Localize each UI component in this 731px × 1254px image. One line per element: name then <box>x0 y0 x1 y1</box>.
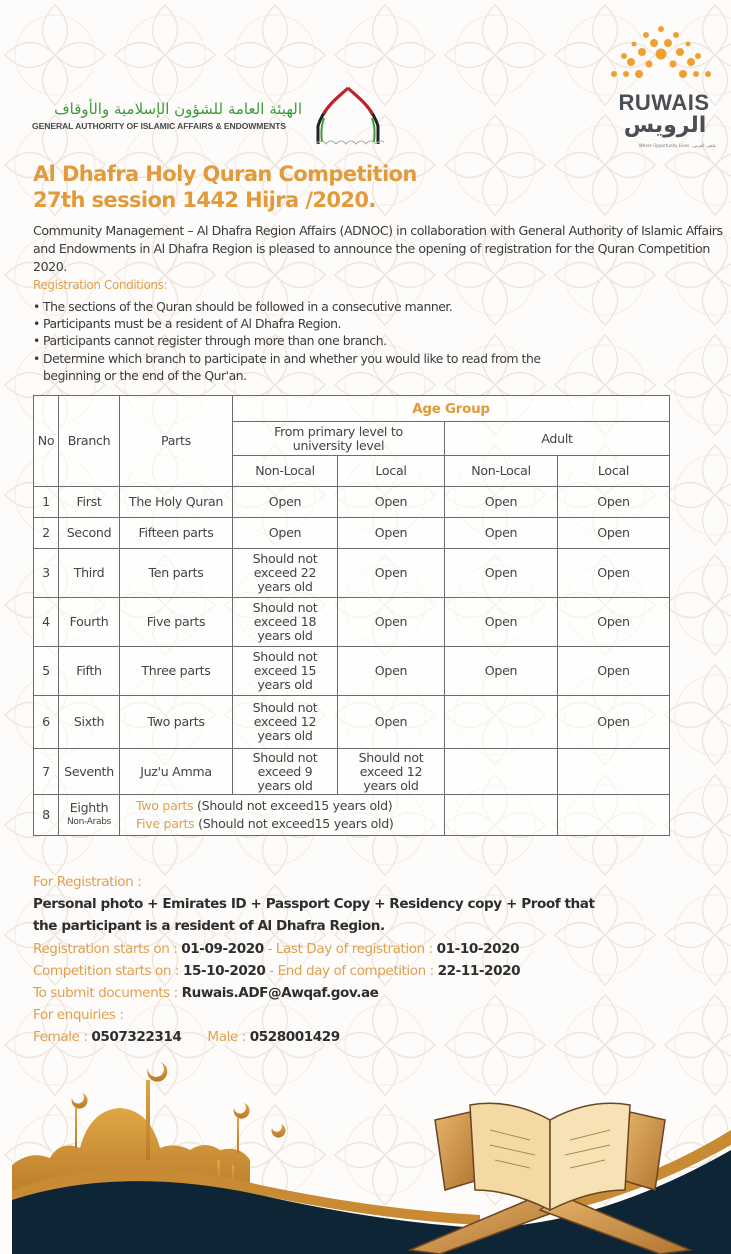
condition-item: • Determine which branch to participate in and whether you would like to read from the beginning or the end of the Qur'an. <box>33 350 563 384</box>
registration-info <box>33 871 595 1049</box>
cell-school-non-local: Should not exceed 22 years old <box>233 549 338 598</box>
cell-school-local: Open <box>338 518 445 549</box>
option-note: (Should not exceed15 years old) <box>193 798 393 813</box>
cell-no: 1 <box>34 487 59 518</box>
table-row <box>34 696 670 749</box>
cell-no: 8 <box>34 795 59 836</box>
cell-adult-non-local <box>445 749 558 795</box>
cell-branch: Sixth <box>59 696 120 749</box>
cell-branch: Second <box>59 518 120 549</box>
cell-adult-local: Open <box>558 647 670 696</box>
table-row <box>34 549 670 598</box>
condition-item: • Participants must be a resident of Al Dhafra Region. <box>33 315 633 332</box>
table-row <box>34 518 670 549</box>
comp-end-label: - End day of competition : <box>265 962 438 979</box>
title-line-1: Al Dhafra Holy Quran Competition <box>33 162 417 186</box>
header-adult-local: Local <box>558 456 670 487</box>
header-no: No <box>34 396 59 487</box>
reg-start-label: Registration starts on : <box>33 940 182 957</box>
table-row <box>34 749 670 795</box>
submit-email-link[interactable]: Ruwais.ADF@Awqaf.gov.ae <box>181 985 379 1002</box>
cell-adult-non-local <box>445 795 558 836</box>
branch-name: Eighth <box>69 800 109 815</box>
header-adult-non-local: Non-Local <box>445 456 558 487</box>
reg-end-label: - Last Day of registration : <box>263 940 437 957</box>
header-age-group: Age Group <box>233 396 670 422</box>
cell-parts-options <box>120 795 445 836</box>
condition-item: • Participants cannot register through more than one branch. <box>33 332 633 349</box>
cell-school-local: Should not exceed 12 years old <box>338 749 445 795</box>
female-phone[interactable]: 0507322314 <box>91 1029 182 1046</box>
male-label: Male : <box>207 1029 250 1046</box>
header-school-local: Local <box>338 456 445 487</box>
conditions-list <box>33 298 633 384</box>
comp-start-date: 15-10-2020 <box>182 962 266 979</box>
cell-adult-local <box>558 795 670 836</box>
mosque-quran-illustration <box>0 1050 731 1254</box>
cell-no: 6 <box>34 696 59 749</box>
registration-heading: For Registration : <box>33 874 142 890</box>
cell-branch: Third <box>59 549 120 598</box>
table-header-row <box>34 396 670 422</box>
cell-school-non-local: Open <box>233 487 338 518</box>
table-row <box>34 795 670 836</box>
requirements-line: Personal photo + Emirates ID + Passport Copy + Residency copy + Proof that <box>33 896 595 913</box>
ruwais-name-arabic: الرويس <box>623 113 707 138</box>
header-adult: Adult <box>445 422 670 456</box>
cell-adult-local <box>558 749 670 795</box>
cell-branch: Fifth <box>59 647 120 696</box>
cell-adult-local: Open <box>558 549 670 598</box>
option-note: (Should not exceed15 years old) <box>194 816 394 831</box>
enquiries-heading: For enquiries : <box>33 1007 124 1024</box>
cell-no: 7 <box>34 749 59 795</box>
cell-parts: Three parts <box>120 647 233 696</box>
table-row <box>34 647 670 696</box>
option-label: Five parts <box>136 816 195 831</box>
cell-adult-non-local <box>445 696 558 749</box>
cell-adult-local: Open <box>558 487 670 518</box>
cell-no: 2 <box>34 518 59 549</box>
cell-school-non-local: Open <box>233 518 338 549</box>
cell-school-local: Open <box>338 549 445 598</box>
cell-adult-local: Open <box>558 696 670 749</box>
cell-school-local: Open <box>338 696 445 749</box>
cell-parts: Two parts <box>120 696 233 749</box>
comp-end-date: 22-11-2020 <box>437 962 521 979</box>
page-title <box>33 161 417 213</box>
cell-adult-local: Open <box>558 598 670 647</box>
cell-branch: Seventh <box>59 749 120 795</box>
option-label: Two parts <box>136 798 194 813</box>
cell-school-non-local: Should not exceed 18 years old <box>233 598 338 647</box>
reg-start-date: 01-09-2020 <box>181 940 264 957</box>
competition-table <box>33 395 670 836</box>
cell-school-non-local: Should not exceed 15 years old <box>233 647 338 696</box>
cell-parts: The Holy Quran <box>120 487 233 518</box>
ruwais-dots-icon <box>606 24 716 80</box>
requirements-line: the participant is a resident of Al Dhafra Region. <box>33 918 385 935</box>
competition-dates <box>33 960 595 982</box>
table-row <box>34 598 670 647</box>
intro-paragraph: Community Management – Al Dhafra Region Affairs (ADNOC) in collaboration with General Authority of Islamic Affairs and Endowments in Al Dhafra Region is pleased to announce the opening of registration for the Quran Competition 2020. <box>33 223 723 274</box>
cell-branch: Fourth <box>59 598 120 647</box>
cell-school-non-local: Should not exceed 9 years old <box>233 749 338 795</box>
ruwais-name: RUWAIS <box>618 90 710 115</box>
comp-start-label: Competition starts on : <box>33 962 183 979</box>
male-phone[interactable]: 0528001429 <box>249 1029 340 1046</box>
reg-end-date: 01-10-2020 <box>436 940 520 957</box>
cell-adult-non-local: Open <box>445 549 558 598</box>
header-branch: Branch <box>59 396 120 487</box>
submit-documents <box>33 982 595 1004</box>
title-line-2: 27th session 1442 Hijra /2020. <box>33 188 376 212</box>
authority-name-english: GENERAL AUTHORITY OF ISLAMIC AFFAIRS & ENDOWMENTS <box>32 121 286 131</box>
registration-dates <box>33 938 595 960</box>
cell-parts: Fifteen parts <box>120 518 233 549</box>
enquiry-phones <box>33 1026 595 1048</box>
header-school-non-local: Non-Local <box>233 456 338 487</box>
cell-no: 3 <box>34 549 59 598</box>
branch-note: Non-Arabs <box>66 817 112 827</box>
condition-item: • The sections of the Quran should be followed in a consecutive manner. <box>33 298 633 315</box>
cell-parts: Five parts <box>120 598 233 647</box>
cell-adult-non-local: Open <box>445 518 558 549</box>
dome-emblem-icon <box>312 84 384 150</box>
cell-branch <box>59 795 120 836</box>
header-school-level: From primary level to university level <box>233 422 445 456</box>
ruwais-logo <box>606 24 716 149</box>
cell-no: 5 <box>34 647 59 696</box>
cell-school-local: Open <box>338 487 445 518</box>
cell-adult-local: Open <box>558 518 670 549</box>
cell-no: 4 <box>34 598 59 647</box>
authority-name-arabic: الهيئة العامة للشؤون الإسلامية والأوقاف <box>54 100 302 118</box>
cell-adult-non-local: Open <box>445 598 558 647</box>
cell-parts: Juz'u Amma <box>120 749 233 795</box>
cell-branch: First <box>59 487 120 518</box>
table-row <box>34 487 670 518</box>
ruwais-tagline: Where Opportunity Lives . ملتقى الفرص <box>638 144 716 149</box>
female-label: Female : <box>33 1029 92 1046</box>
conditions-heading: Registration Conditions: <box>33 278 168 292</box>
cell-school-local: Open <box>338 647 445 696</box>
cell-adult-non-local: Open <box>445 647 558 696</box>
cell-parts: Ten parts <box>120 549 233 598</box>
submit-label: To submit documents : <box>33 985 182 1002</box>
authority-logo <box>32 100 302 131</box>
cell-adult-non-local: Open <box>445 487 558 518</box>
cell-school-non-local: Should not exceed 12 years old <box>233 696 338 749</box>
header-parts: Parts <box>120 396 233 487</box>
cell-school-local: Open <box>338 598 445 647</box>
